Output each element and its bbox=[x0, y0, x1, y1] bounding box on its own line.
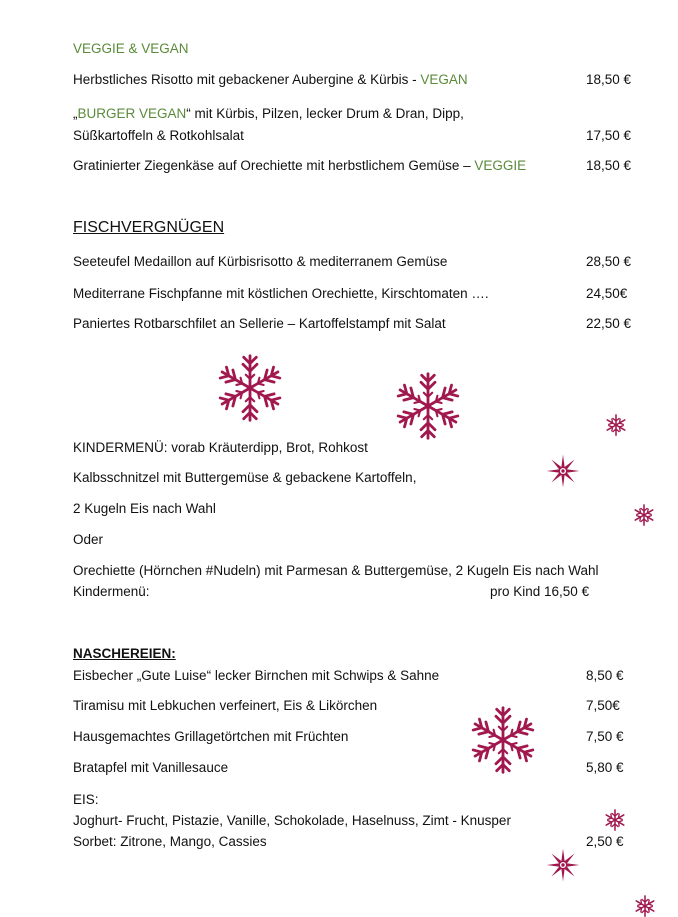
ice-price: 2,50 € bbox=[586, 834, 624, 849]
kids-menu-line: Orechiette (Hörnchen #Nudeln) mit Parmesan & Buttergemüse, 2 Kugeln Eis nach Wahl bbox=[73, 563, 599, 578]
snowflake-icon bbox=[468, 703, 538, 777]
menu-item-line2: Süßkartoffeln & Rotkohlsalat bbox=[73, 128, 244, 143]
menu-item: Eisbecher „Gute Luise“ lecker Birnchen mit Schwips & Sahne bbox=[73, 668, 440, 683]
menu-item-price: 5,80 € bbox=[586, 760, 624, 775]
menu-item: Paniertes Rotbarschfilet an Sellerie – Kartoffelstampf mit Salat bbox=[73, 316, 446, 331]
menu-item-price: 28,50 € bbox=[586, 254, 632, 269]
menu-item-price: 7,50€ bbox=[586, 698, 620, 713]
section-title-veggie: VEGGIE & VEGAN bbox=[73, 41, 189, 56]
section-title-fisch: FISCHVERGNÜGEN bbox=[73, 219, 225, 236]
menu-item: Seeteufel Medaillon auf Kürbisrisotto & mediterranem Gemüse bbox=[73, 254, 448, 269]
menu-item-price: 18,50 € bbox=[586, 158, 632, 173]
ice-title: EIS: bbox=[73, 792, 99, 807]
section-title-nasch: NASCHEREIEN: bbox=[73, 646, 176, 661]
snowflake-icon bbox=[633, 504, 655, 526]
menu-item: „BURGER VEGAN“ mit Kürbis, Pilzen, lecker Drum & Dran, Dipp, bbox=[73, 106, 464, 121]
kids-menu-line: 2 Kugeln Eis nach Wahl bbox=[73, 501, 216, 516]
kids-menu-line: Oder bbox=[73, 532, 104, 547]
menu-item: Herbstliches Risotto mit gebackener Aubergine & Kürbis - VEGAN bbox=[73, 72, 468, 87]
menu-item-price: 17,50 € bbox=[586, 128, 632, 143]
kids-menu-price: pro Kind 16,50 € bbox=[490, 584, 590, 599]
menu-item: Bratapfel mit Vanillesauce bbox=[73, 760, 229, 775]
menu-item-price: 7,50 € bbox=[586, 729, 624, 744]
menu-item-price: 22,50 € bbox=[586, 316, 632, 331]
snowflake-icon bbox=[215, 351, 285, 425]
star-icon bbox=[546, 848, 580, 882]
ice-flavors: Joghurt- Frucht, Pistazie, Vanille, Schokolade, Haselnuss, Zimt - Knusper bbox=[73, 813, 511, 828]
kids-menu-title: KINDERMENÜ: vorab Kräuterdipp, Brot, Rohkost bbox=[73, 440, 368, 455]
menu-item: Gratinierter Ziegenkäse auf Orechiette mit herbstlichem Gemüse – VEGGIE bbox=[73, 158, 527, 173]
star-icon bbox=[546, 454, 580, 488]
menu-item: Mediterrane Fischpfanne mit köstlichen Orechiette, Kirschtomaten …. bbox=[73, 286, 489, 301]
menu-item: Hausgemachtes Grillagetörtchen mit Früchten bbox=[73, 729, 349, 744]
sorbet-flavors: Sorbet: Zitrone, Mango, Cassies bbox=[73, 834, 267, 849]
menu-item: Tiramisu mit Lebkuchen verfeinert, Eis & Likörchen bbox=[73, 698, 378, 713]
snowflake-icon bbox=[605, 414, 627, 436]
menu-item-price: 24,50€ bbox=[586, 286, 628, 301]
snowflake-icon bbox=[604, 809, 626, 831]
snowflake-icon bbox=[393, 369, 463, 443]
menu-item-price: 18,50 € bbox=[586, 72, 632, 87]
kids-menu-line: Kalbsschnitzel mit Buttergemüse & gebackene Kartoffeln, bbox=[73, 470, 417, 485]
menu-item-price: 8,50 € bbox=[586, 668, 624, 683]
kids-menu-label: Kindermenü: bbox=[73, 584, 150, 599]
